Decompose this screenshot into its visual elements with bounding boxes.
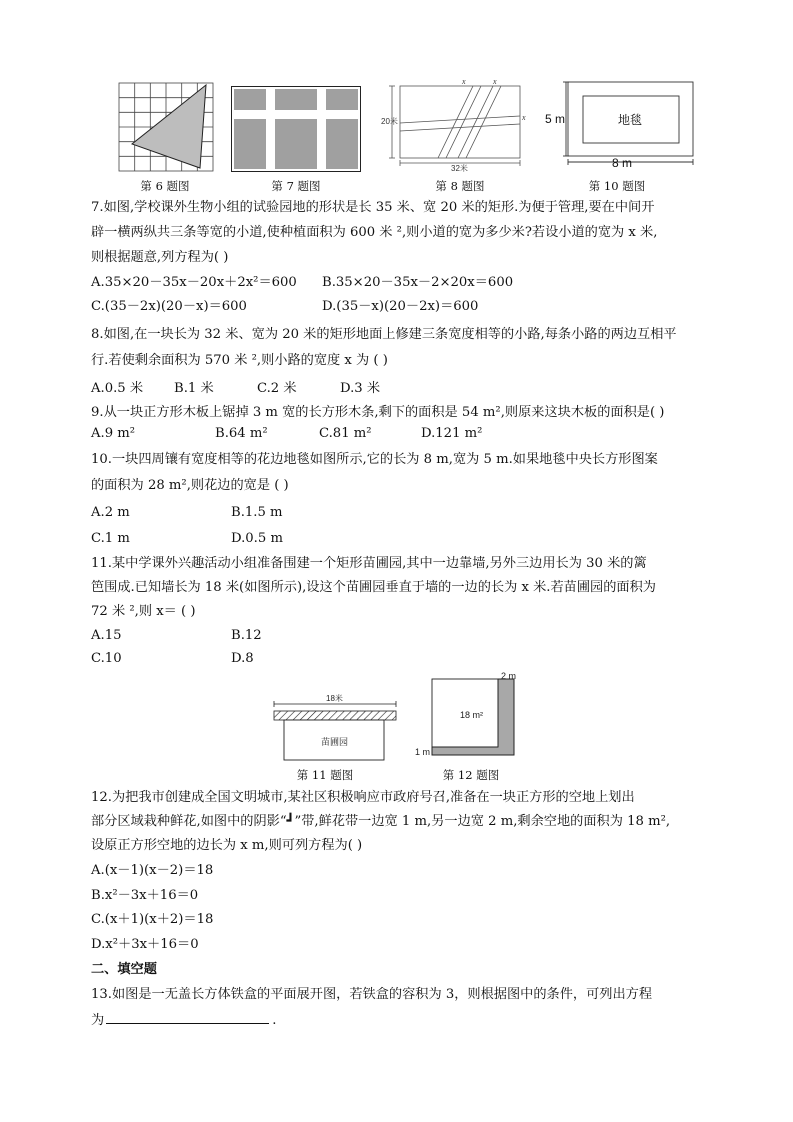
figure-10-caption: 第 10 题图 xyxy=(588,179,646,193)
question-12-line-2: 部分区域栽种鲜花,如图中的阴影“┛”带,鲜花带一边宽 1 m,另一边宽 2 m,剩余空地的面积为 18 m², xyxy=(91,814,671,829)
question-12-option-d[interactable]: D.x²＋3x＋16＝0 xyxy=(91,937,199,952)
figure-7-caption: 第 7 题图 xyxy=(271,179,321,193)
question-13-answer-blank[interactable] xyxy=(106,1011,269,1024)
question-11-option-d[interactable]: D.8 xyxy=(231,651,254,666)
figure-11-nursery xyxy=(270,693,400,765)
question-13-line-2 xyxy=(91,1011,276,1029)
question-11-line-3: 72 米 ²,则 x＝ ( ) xyxy=(91,604,196,619)
question-7-line-2: 辟一横两纵共三条等宽的小道,使种植面积为 600 米 ²,则小道的宽为多少米?若设小道的宽为 x 米, xyxy=(91,225,658,240)
figure-10-width-label: 8 m xyxy=(612,156,633,170)
question-13-line-1: 13.如图是一无盖长方体铁盒的平面展开图，若铁盒的容积为 3，则根据图中的条件，可列出方程 xyxy=(91,987,653,1002)
question-7-option-d[interactable]: D.(35－x)(20－2x)＝600 xyxy=(322,299,479,314)
figure-8-x-label: x xyxy=(462,77,466,86)
figure-12-area-label: 18 m² xyxy=(460,710,484,720)
figure-8-width-label: 20米 xyxy=(381,117,398,126)
question-11-line-2: 笆围成.已知墙长为 18 米(如图所示),设这个苗圃园垂直于墙的一边的长为 x 米.若苗圃园的面积为 xyxy=(91,580,656,595)
figure-8-length-label: 32米 xyxy=(451,164,468,173)
question-12-option-a[interactable]: A.(x－1)(x－2)＝18 xyxy=(91,863,214,878)
figure-12-2m-label: 2 m xyxy=(501,671,517,681)
question-7-line-3: 则根据题意,列方程为( ) xyxy=(91,250,229,265)
figure-8-x-label: x xyxy=(522,113,526,122)
question-10-option-d[interactable]: D.0.5 m xyxy=(231,531,283,546)
figure-8-caption: 第 8 题图 xyxy=(435,179,485,193)
figure-10-rug-label: 地毯 xyxy=(618,113,643,127)
question-9-option-b[interactable]: B.64 m² xyxy=(215,426,268,441)
figure-12-caption: 第 12 题图 xyxy=(442,768,500,782)
question-10-line-1: 10.一块四周镶有宽度相等的花边地毯如图所示,它的长为 8 m,宽为 5 m.如果地毯中央长方形图案 xyxy=(91,452,658,467)
question-9-option-a[interactable]: A.9 m² xyxy=(91,426,136,441)
question-8-line-1: 8.如图,在一块长为 32 米、宽为 20 米的矩形地面上修建三条宽度相等的小路,每条小路的两边互相平 xyxy=(91,327,677,342)
question-13-suffix: . xyxy=(272,1013,277,1028)
question-12-option-c[interactable]: C.(x＋1)(x＋2)＝18 xyxy=(91,912,214,927)
figure-10-rug xyxy=(544,80,694,172)
question-10-option-b[interactable]: B.1.5 m xyxy=(231,505,283,520)
figure-12-1m-label: 1 m xyxy=(415,747,431,757)
question-10-line-2: 的面积为 28 m²,则花边的宽是 ( ) xyxy=(91,478,289,493)
figure-6-grid-triangle xyxy=(118,82,214,172)
question-8-option-b[interactable]: B.1 米 xyxy=(174,381,214,396)
question-12-option-b[interactable]: B.x²－3x＋16＝0 xyxy=(91,888,199,903)
question-7-option-b[interactable]: B.35×20－35x－2×20x＝600 xyxy=(322,275,514,290)
figure-11-caption: 第 11 题图 xyxy=(296,768,354,782)
question-11-option-b[interactable]: B.12 xyxy=(231,628,262,643)
question-10-option-c[interactable]: C.1 m xyxy=(91,531,130,546)
question-12-line-1: 12.为把我市创建成全国文明城市,某社区积极响应市政府号召,准备在一块正方形的空地上划出 xyxy=(91,790,635,805)
figure-7-paths xyxy=(231,86,361,172)
question-7-option-a[interactable]: A.35×20－35x－20x＋2x²＝600 xyxy=(91,275,297,290)
figure-11-wall-label: 18米 xyxy=(326,694,343,703)
figure-8-roads xyxy=(378,76,528,174)
question-9-option-d[interactable]: D.121 m² xyxy=(421,426,483,441)
section-2-title: 二、填空题 xyxy=(91,962,157,977)
question-11-line-1: 11.某中学课外兴趣活动小组准备围建一个矩形苗圃园,其中一边靠墙,另外三边用长为 30 米的篱 xyxy=(91,556,647,571)
figure-6-caption: 第 6 题图 xyxy=(140,179,190,193)
question-7-option-c[interactable]: C.(35－2x)(20－x)＝600 xyxy=(91,299,247,314)
figure-10-height-label: 5 m xyxy=(545,112,566,126)
question-8-option-d[interactable]: D.3 米 xyxy=(340,381,381,396)
question-9-line-1: 9.从一块正方形木板上锯掉 3 m 宽的长方形木条,剩下的面积是 54 m²,则原来这块木板的面积是( ) xyxy=(91,405,665,420)
question-13-prefix: 为 xyxy=(91,1013,105,1028)
figure-12-flower-bed xyxy=(412,670,528,764)
question-8-option-a[interactable]: A.0.5 米 xyxy=(91,381,144,396)
question-9-option-c[interactable]: C.81 m² xyxy=(319,426,372,441)
question-11-option-a[interactable]: A.15 xyxy=(91,628,122,643)
question-10-option-a[interactable]: A.2 m xyxy=(91,505,130,520)
question-7-line-1: 7.如图,学校课外生物小组的试验园地的形状是长 35 米、宽 20 米的矩形.为便于管理,要在中间开 xyxy=(91,200,655,215)
question-8-option-c[interactable]: C.2 米 xyxy=(257,381,297,396)
question-8-line-2: 行.若使剩余面积为 570 米 ²,则小路的宽度 x 为 ( ) xyxy=(91,353,388,368)
question-11-option-c[interactable]: C.10 xyxy=(91,651,122,666)
figure-8-x-label: x xyxy=(493,77,497,86)
figure-11-garden-label: 苗圃园 xyxy=(321,738,349,748)
question-12-line-3: 设原正方形空地的边长为 x m,则可列方程为( ) xyxy=(91,838,363,853)
